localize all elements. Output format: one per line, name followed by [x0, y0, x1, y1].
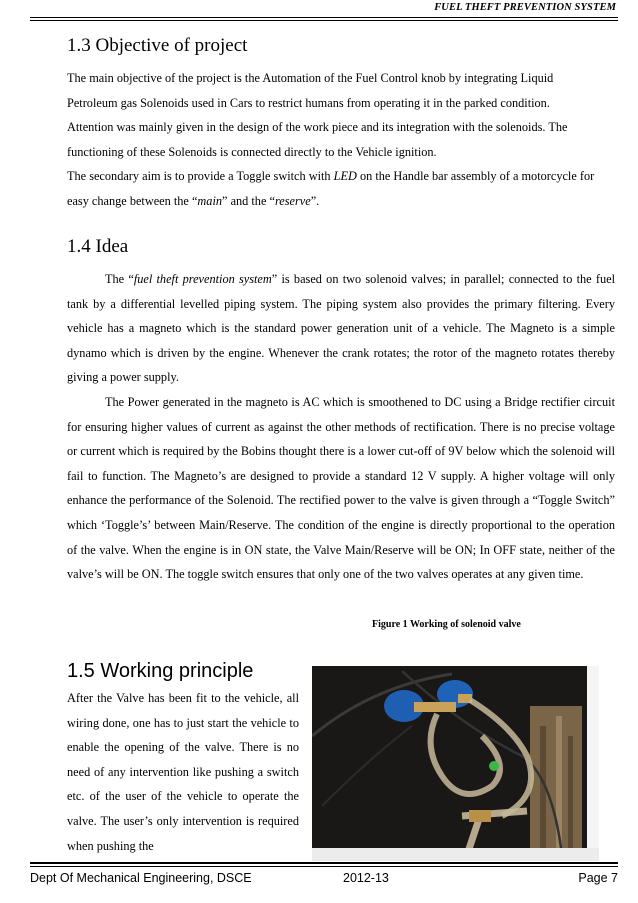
- heading-objective: 1.3 Objective of project: [67, 35, 248, 56]
- figure-caption: Figure 1 Working of solenoid valve: [372, 619, 521, 630]
- objective-line: Attention was mainly given in the design of the work piece and its integration with the solenoids. The: [67, 120, 568, 135]
- heading-idea: 1.4 Idea: [67, 236, 129, 257]
- footer-year: 2012-13: [343, 871, 389, 885]
- solenoid-valve-photo: [312, 666, 599, 861]
- footer-rule: [30, 862, 618, 864]
- footer-page-number: Page 7: [578, 871, 618, 885]
- objective-line: Petroleum gas Solenoids used in Cars to restrict humans from operating it in the parked condition.: [67, 95, 550, 110]
- header-title: FUEL THEFT PREVENTION SYSTEM: [434, 2, 616, 13]
- header-rule-thin: [30, 20, 618, 21]
- footer-department: Dept Of Mechanical Engineering, DSCE: [30, 871, 252, 885]
- objective-line: functioning of these Solenoids is connected directly to the Vehicle ignition.: [67, 144, 437, 159]
- footer-rule-thin: [30, 866, 618, 867]
- idea-paragraph-2: The Power generated in the magneto is AC which is smoothened to DC using a Bridge rectifier circuit for ensuring higher values of current as against the other methods of rectification. There is no precise voltage or current which is required by the Bobins thought there is a lower cut-off of 9V below which the solenoid will fail to function. The Magneto’s are designed to provide a standard 12 V supply. A higher voltage will only enhance the performance of the Solenoid. The rectified power to the valve is given through a “Toggle Switch” which ‘Toggle’s’ between Main/Reserve. The condition of the engine is directly proportional to the operation of the valve. When the engine is in ON state, the Valve Main/Reserve will be ON; In OFF state, neither of the valve’s will be ON. The toggle switch ensures that only one of the two valves operates at any given time.: [67, 395, 615, 582]
- idea-paragraph-1: The “fuel theft prevention system” is based on two solenoid valves; in parallel; connected to the fuel tank by a differential levelled piping system. The piping system also provides the primary filtering. Every vehicle has a magneto which is the standard power generation unit of a vehicle. The Magneto is a simple dynamo which is driven by the engine. Whenever the crank rotates; the rotor of the magneto rotates thereby giving a power supply.: [67, 272, 615, 385]
- working-principle-paragraph: After the Valve has been fit to the vehicle, all wiring done, one has to just start the vehicle to enable the opening of the valve. There is no need of any intervention like pushing a switch etc. of the user of the vehicle to operate the valve. The user’s only intervention is required when pushing the: [67, 691, 299, 853]
- objective-paragraph-2: The secondary aim is to provide a Toggle switch with LED on the Handle bar assembly of a motorcycle for easy change between the “main” and the “reserve”.: [67, 169, 595, 208]
- heading-working-principle: 1.5 Working principle: [67, 660, 254, 682]
- header-rule: [30, 17, 618, 18]
- objective-paragraph-1: [67, 66, 607, 164]
- objective-line: The main objective of the project is the Automation of the Fuel Control knob by integrating Liquid: [67, 71, 554, 85]
